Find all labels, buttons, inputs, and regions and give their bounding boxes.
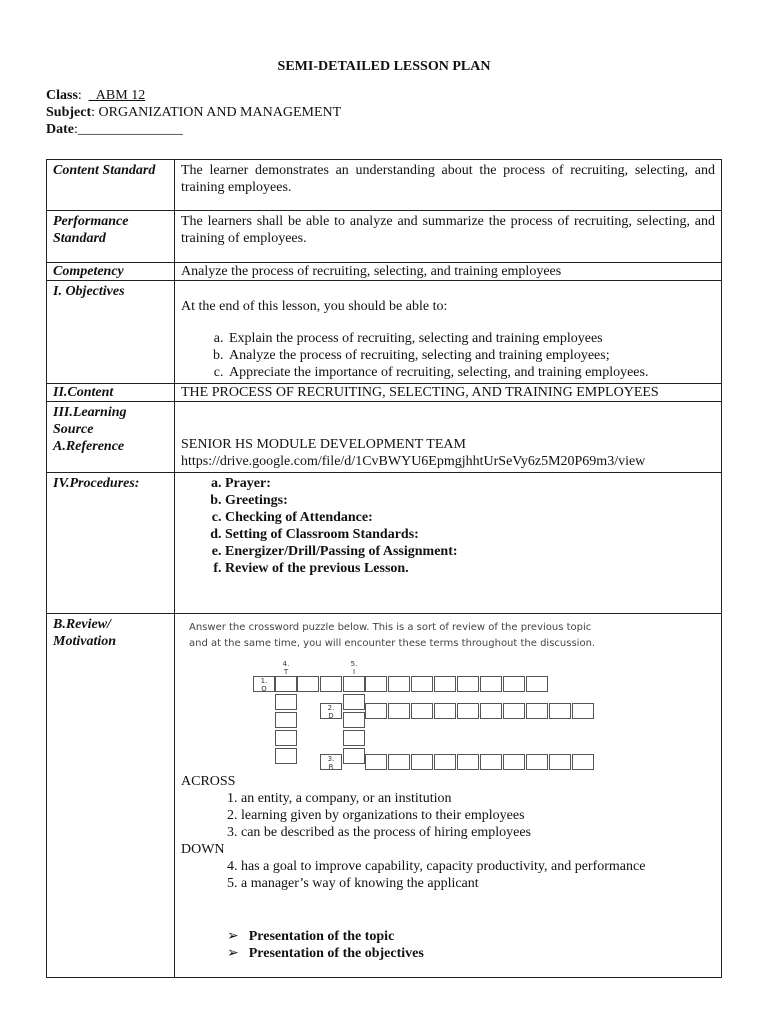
class-line: Class: _ABM 12 [46, 88, 146, 103]
down-label: DOWN [181, 842, 225, 857]
crossword-cell[interactable] [275, 712, 297, 728]
crossword-cell[interactable] [297, 676, 319, 692]
crossword-cell-start-1[interactable]: 1. O [253, 676, 275, 692]
crossword-cell[interactable] [526, 676, 548, 692]
crossword-cell[interactable] [572, 754, 594, 770]
crossword-cell[interactable] [388, 676, 410, 692]
table-row [47, 211, 722, 263]
crossword-clues [181, 773, 715, 892]
crossword-cell[interactable] [275, 676, 297, 692]
list-item: b. Analyze the process of recruiting, selecting and training employees; [227, 347, 715, 364]
procedures-label: IV.Procedures: [47, 473, 175, 614]
list-item: 2. learning given by organizations to their employees [227, 808, 525, 823]
subject-label: Subject [46, 105, 92, 120]
table-row [47, 281, 722, 384]
list-item: b. Greetings: [225, 492, 715, 509]
crossword-cell[interactable] [434, 754, 456, 770]
content-standard-label: Content Standard [47, 160, 175, 211]
reference-url[interactable]: https://drive.google.com/file/d/1CvBWYU6EpmgjhhtUrSeVy6z5M20P69m3/view [181, 454, 646, 469]
date-value: _______________ [77, 122, 183, 137]
table-row [47, 402, 722, 473]
crossword-cell[interactable] [365, 676, 387, 692]
crossword-cell[interactable] [526, 754, 548, 770]
subject-value: ORGANIZATION AND MANAGEMENT [98, 105, 342, 120]
crossword-cell[interactable] [388, 754, 410, 770]
crossword-cell[interactable] [503, 676, 525, 692]
crossword-cell[interactable] [275, 694, 297, 710]
class-value: _ABM 12 [88, 88, 146, 103]
table-row [47, 614, 722, 978]
reference-label: A.Reference [53, 439, 125, 454]
list-item: 5. a manager’s way of knowing the applicant [227, 876, 479, 891]
list-item: 1. an entity, a company, or an institution [227, 791, 452, 806]
crossword-cell[interactable] [365, 754, 387, 770]
table-row [47, 384, 722, 402]
crossword-cell[interactable] [457, 676, 479, 692]
lesson-plan-table [46, 159, 722, 978]
crossword-cell[interactable] [457, 703, 479, 719]
crossword-cell[interactable] [343, 712, 365, 728]
list-item: a. Explain the process of recruiting, selecting and training employees [227, 330, 715, 347]
learning-source-label: III.Learning Source [53, 405, 127, 437]
crossword-cell[interactable] [343, 694, 365, 710]
crossword-cell[interactable] [275, 730, 297, 746]
crossword-cell[interactable] [320, 676, 342, 692]
review-cell [175, 614, 722, 978]
list-item: c. Checking of Attendance: [225, 509, 715, 526]
class-label: Class [46, 88, 78, 103]
crossword-cell-start-2[interactable]: 2. D [320, 703, 342, 719]
learning-source-cell [47, 402, 175, 473]
page-title: SEMI-DETAILED LESSON PLAN [277, 59, 491, 74]
crossword-cell[interactable] [503, 754, 525, 770]
list-item: e. Energizer/Drill/Passing of Assignment: [225, 543, 715, 560]
crossword-cell[interactable] [526, 703, 548, 719]
crossword-cell[interactable] [549, 754, 571, 770]
performance-standard-text: The learners shall be able to analyze and summarize the process of recruiting, selecting, and training of employees. [175, 211, 722, 263]
table-row [47, 263, 722, 281]
procedures-cell [175, 473, 722, 614]
crossword-cell-start-3[interactable]: 3. R [320, 754, 342, 770]
crossword-cell[interactable] [343, 676, 365, 692]
table-row [47, 473, 722, 614]
list-item: ➢ Presentation of the objectives [227, 945, 715, 962]
list-item: f. Review of the previous Lesson. [225, 560, 715, 577]
crossword-cell[interactable] [572, 703, 594, 719]
competency-label: Competency [47, 263, 175, 281]
content-standard-text: The learner demonstrates an understanding about the process of recruiting, selecting, and training employees. [175, 160, 722, 211]
content-label: II.Content [47, 384, 175, 402]
clue-number-4: 4. T [282, 660, 290, 676]
table-row [47, 160, 722, 211]
reference-team: SENIOR HS MODULE DEVELOPMENT TEAM [181, 437, 466, 452]
list-item: 4. has a goal to improve capability, capacity productivity, and performance [227, 859, 646, 874]
crossword-cell[interactable] [411, 703, 433, 719]
competency-text: Analyze the process of recruiting, selecting, and training employees [175, 263, 722, 281]
list-item: d. Setting of Classroom Standards: [225, 526, 715, 543]
clue-number-5: 5. I [350, 660, 358, 676]
objectives-cell [175, 281, 722, 384]
crossword-cell[interactable] [434, 676, 456, 692]
procedures-list [181, 475, 715, 577]
crossword-cell[interactable] [343, 730, 365, 746]
crossword-cell[interactable] [480, 676, 502, 692]
presentation-list [181, 928, 715, 962]
date-line: Date:_______________ [46, 122, 183, 137]
crossword-cell[interactable] [549, 703, 571, 719]
objectives-intro: At the end of this lesson, you should be able to: [181, 299, 448, 314]
crossword-cell[interactable] [411, 754, 433, 770]
crossword-cell[interactable] [434, 703, 456, 719]
crossword-cell[interactable] [343, 748, 365, 764]
objectives-label: I. Objectives [47, 281, 175, 384]
crossword-cell[interactable] [480, 754, 502, 770]
crossword-cell[interactable] [480, 703, 502, 719]
puzzle-instructions: Answer the crossword puzzle below. This is a sort of review of the previous topic and at the same time, you will encounter these terms throughout the discussion. [189, 622, 596, 649]
review-label: B.Review/ Motivation [47, 614, 175, 978]
crossword-grid [181, 658, 715, 773]
list-item: a. Prayer: [225, 475, 715, 492]
crossword-cell[interactable] [365, 703, 387, 719]
performance-standard-label: Performance Standard [47, 211, 175, 263]
crossword-cell[interactable] [411, 676, 433, 692]
list-item: c. Appreciate the importance of recruiting, selecting, and training employees. [227, 364, 715, 381]
crossword-cell[interactable] [388, 703, 410, 719]
crossword-cell[interactable] [503, 703, 525, 719]
crossword-cell[interactable] [457, 754, 479, 770]
across-label: ACROSS [181, 774, 236, 789]
subject-line: Subject: ORGANIZATION AND MANAGEMENT [46, 105, 342, 120]
objectives-list [181, 330, 715, 381]
list-item: 3. can be described as the process of hiring employees [227, 825, 532, 840]
list-item: ➢ Presentation of the topic [227, 928, 715, 945]
content-text: THE PROCESS OF RECRUITING, SELECTING, AND TRAINING EMPLOYEES [175, 384, 722, 402]
reference-cell [175, 402, 722, 473]
crossword-cell[interactable] [275, 748, 297, 764]
date-label: Date [46, 122, 74, 137]
